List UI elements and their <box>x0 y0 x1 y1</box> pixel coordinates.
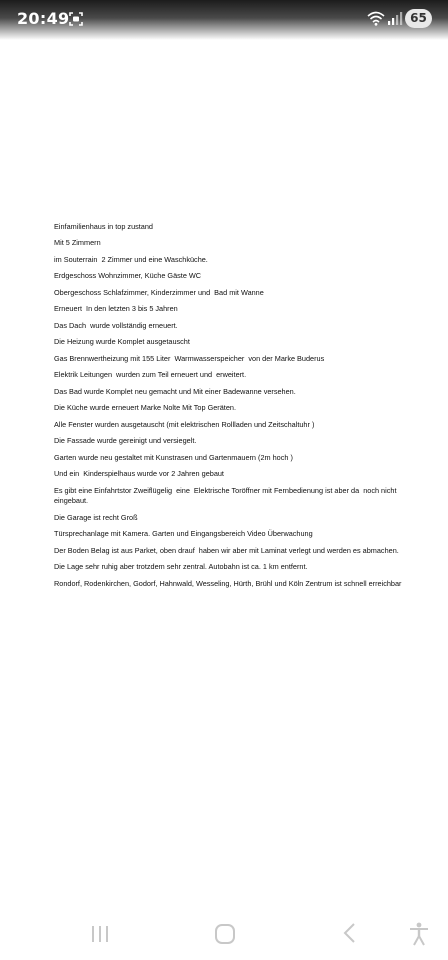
text-line: Mit 5 Zimmern <box>54 238 101 248</box>
text-line: Türsprechanlage mit Kamera. Garten und Eingangsbereich Video Überwachung <box>54 529 313 539</box>
text-line: Die Küche wurde erneuert Marke Nolte Mit Top Geräten. <box>54 403 236 413</box>
wifi-icon <box>367 11 385 26</box>
navigation-bar <box>0 905 448 960</box>
text-line: Garten wurde neu gestaltet mit Kunstrasen und Gartenmauern (2m hoch ) <box>54 452 293 462</box>
text-line: Die Lage sehr ruhig aber trotzdem sehr zentral. Autobahn ist ca. 1 km entfernt. <box>54 562 308 572</box>
screen-record-icon <box>69 12 83 26</box>
home-icon[interactable] <box>214 923 236 945</box>
text-line: Die Heizung wurde Komplet ausgetauscht <box>54 337 190 347</box>
text-line: Die Garage ist recht Groß <box>54 512 138 522</box>
text-line: Es gibt eine Einfahrtstor Zweiflügelig eine Elektrische Toröffner mit Fernbedienung ist aber da noch nicht eingebaut. <box>54 485 399 506</box>
status-bar <box>0 0 448 40</box>
text-line: im Souterrain 2 Zimmer und eine Waschküche. <box>54 254 208 264</box>
accessibility-icon[interactable] <box>407 921 431 947</box>
back-icon[interactable] <box>340 922 360 944</box>
text-line: Erdgeschoss Wohnzimmer, Küche Gäste WC <box>54 271 202 281</box>
text-line: Elektrik Leitungen wurden zum Teil erneuert und erweitert. <box>54 370 247 380</box>
status-time: 20:49 <box>17 9 70 28</box>
text-line: Alle Fenster wurden ausgetauscht (mit elektrischen Rollladen und Zeitschaltuhr ) <box>54 419 315 429</box>
battery-icon: 65 <box>405 9 432 28</box>
text-line: Rondorf, Rodenkirchen, Godorf, Hahnwald, Wesseling, Hürth, Brühl und Köln Zentrum ist schnell erreichbar <box>54 578 402 588</box>
text-line: Die Fassade wurde gereinigt und versiegelt. <box>54 436 197 446</box>
document-body <box>54 222 404 595</box>
signal-icon <box>387 11 403 26</box>
text-line: Gas Brennwertheizung mit 155 Liter Warmwasserspeicher von der Marke Buderus <box>54 353 325 363</box>
text-line: Und ein Kinderspielhaus wurde vor 2 Jahren gebaut <box>54 469 224 479</box>
text-line: Der Boden Belag ist aus Parket, oben drauf haben wir aber mit Laminat verlegt und werden es abmachen. <box>54 545 399 555</box>
text-line: Das Dach wurde vollständig erneuert. <box>54 320 178 330</box>
text-line: Erneuert In den letzten 3 bis 5 Jahren <box>54 304 178 314</box>
text-line: Das Bad wurde Komplet neu gemacht und Mit einer Badewanne versehen. <box>54 386 296 396</box>
text-line: Einfamilienhaus in top zustand <box>54 222 153 231</box>
text-line: Obergeschoss Schlafzimmer, Kinderzimmer und Bad mit Wanne <box>54 287 264 297</box>
recent-apps-icon[interactable] <box>90 924 110 944</box>
